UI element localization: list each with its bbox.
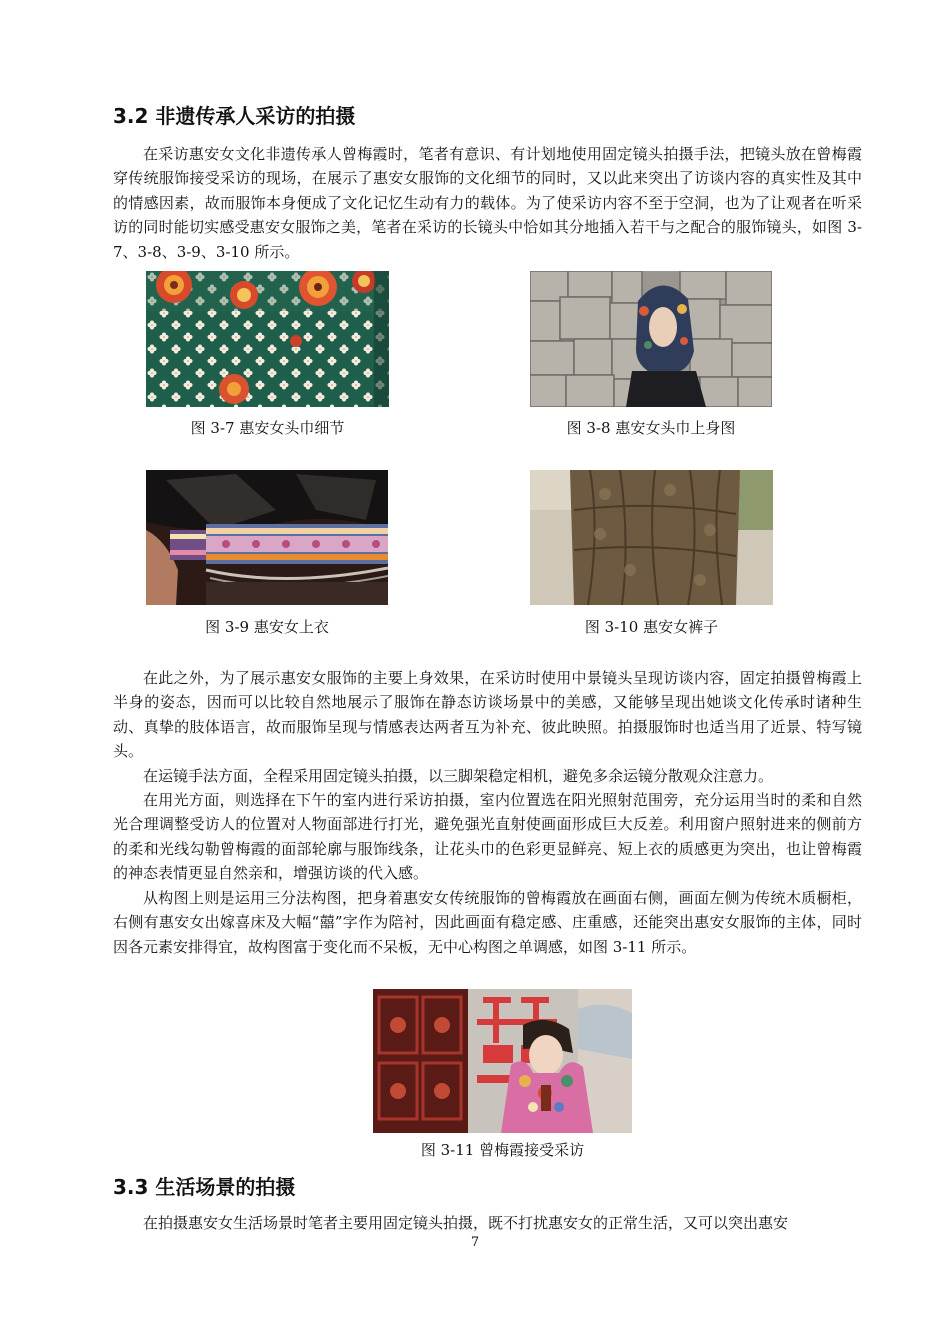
caption-figure-3-8: 图 3-8 惠安女头巾上身图: [566, 419, 736, 437]
figure-3-11-interview-scene: [373, 989, 632, 1133]
figure-3-9-blouse: [146, 470, 388, 605]
figure-3-10-trousers: [530, 470, 773, 605]
paragraph-interview: 在采访惠安女文化非遗传承人曾梅霞时，笔者有意识、有计划地使用固定镜头拍摄手法，把镜头放在曾梅霞穿传统服饰接受采访的现场，在展示了惠安女服饰的文化细节的同时，又以此来突出了访谈内容的真实性及其中的情感因素，故而服饰本身便成了文化记忆生动有力的载体。为了使采访内容不至于空洞，也为了让观者在听采访的同时能切实感受惠安女服饰之美，笔者在采访的长镜头中恰如其分地插入若干与之配合的服饰镜头，如图 3-7、3-8、3-9、3-10 所示。: [113, 145, 862, 261]
page-number: 7: [470, 1235, 480, 1250]
caption-figure-3-9: 图 3-9 惠安女上衣: [205, 618, 329, 636]
paragraph-camera-movement: 在运镜手法方面，全程采用固定镜头拍摄，以三脚架稳定相机，避免多余运镜分散观众注意力。: [143, 767, 774, 785]
caption-figure-3-10: 图 3-10 惠安女裤子: [584, 618, 719, 636]
figure-3-7-headscarf-detail: [146, 271, 389, 407]
figure-3-8-headscarf-upper-body: [530, 271, 772, 407]
caption-figure-3-7: 图 3-7 惠安女头巾细节: [190, 419, 345, 437]
paragraph-composition: 从构图上则是运用三分法构图，把身着惠安女传统服饰的曾梅霞放在画面右侧，画面左侧为传统木质橱柜，右侧有惠安女出嫁喜床及大幅“囍”字作为陪衬，因此画面有稳定感、庄重感，还能突出惠安女服饰的主体，同时因各元素安排得宜，故构图富于变化而不呆板，无中心构图之单调感，如图 3-11 所示。: [113, 889, 862, 956]
section-heading-3-2: 3.2 非遗传承人采访的拍摄: [113, 104, 356, 128]
section-heading-3-3: 3.3 生活场景的拍摄: [113, 1175, 296, 1199]
paragraph-framing: 在此之外，为了展示惠安女服饰的主要上身效果，在采访时使用中景镜头呈现访谈内容，固定拍摄曾梅霞上半身的姿态，因而可以比较自然地展示了服饰在静态访谈场景中的美感，又能够呈现出她谈文化传承时诸种生动、真挚的肢体语言，故而服饰呈现与情感表达两者互为补充、彼此映照。拍摄服饰时也适当用了近景、特写镜头。: [113, 669, 862, 761]
paragraph-lighting: 在用光方面，则选择在下午的室内进行采访拍摄，室内位置选在阳光照射范围旁，充分运用当时的柔和自然光合理调整受访人的位置对人物面部进行打光，避免强光直射使画面形成巨大反差。利用窗户照射进来的侧前方的柔和光线勾勒曾梅霞的面部轮廓与服饰线条，让花头巾的色彩更显鲜亮、短上衣的质感更为突出，也让曾梅霞的神态表情更显自然亲和，增强访谈的代入感。: [113, 791, 862, 883]
caption-figure-3-11: 图 3-11 曾梅霞接受采访: [420, 1141, 585, 1159]
paragraph-daily-life: 在拍摄惠安女生活场景时笔者主要用固定镜头拍摄，既不打扰惠安女的正常生活，又可以突出惠安: [143, 1214, 789, 1232]
